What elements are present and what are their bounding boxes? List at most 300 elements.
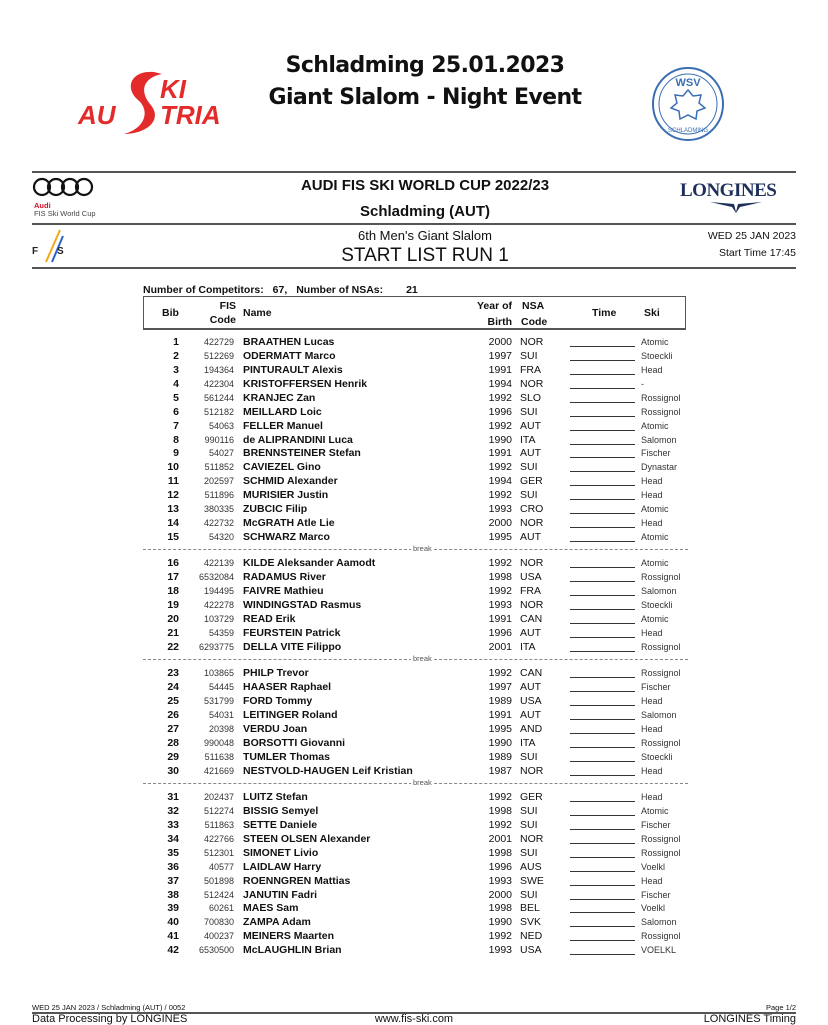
- time-blank: [570, 815, 635, 816]
- athlete-name: ZUBCIC Filip: [243, 503, 308, 516]
- table-row: [143, 391, 688, 405]
- bib: 8: [173, 433, 179, 446]
- time-blank: [570, 761, 635, 762]
- table-row: [143, 488, 688, 502]
- table-row: [143, 943, 688, 957]
- bib: 2: [173, 349, 179, 362]
- year-of-birth: 1992: [488, 584, 512, 597]
- time-blank: [570, 871, 635, 872]
- bib: 37: [167, 874, 179, 887]
- ski-brand: Rossignol: [641, 392, 681, 403]
- bib: 32: [167, 804, 179, 817]
- time-blank: [570, 499, 635, 500]
- table-row: [143, 736, 688, 750]
- year-of-birth: 1996: [488, 405, 512, 418]
- year-of-birth: 2000: [488, 336, 512, 348]
- year-of-birth: 1991: [488, 447, 512, 460]
- col-nsa-2: Code: [521, 316, 548, 328]
- nsa-code: SLO: [520, 391, 542, 404]
- col-yob-2: Birth: [487, 316, 512, 328]
- year-of-birth: 1992: [488, 461, 512, 474]
- fis-code: 501898: [203, 875, 234, 886]
- nsa-code: BEL: [520, 902, 540, 915]
- ski-brand: Head: [641, 518, 663, 529]
- break-label: break: [413, 544, 432, 553]
- svg-text:KI: KI: [160, 74, 186, 104]
- nsa-code: CRO: [520, 503, 544, 516]
- fis-code: 54359: [208, 627, 234, 638]
- time-blank: [570, 513, 635, 514]
- ski-brand: Head: [641, 723, 663, 734]
- athlete-name: BRAATHEN Lucas: [243, 336, 335, 348]
- ski-brand: Rossignol: [641, 571, 681, 582]
- table-row: [143, 377, 688, 391]
- nsa-code: FRA: [520, 363, 541, 376]
- year-of-birth: 1990: [488, 736, 512, 749]
- bib: 40: [167, 916, 179, 929]
- cup-title: AUDI FIS SKI WORLD CUP 2022/23: [300, 177, 550, 194]
- year-of-birth: 1998: [488, 804, 512, 817]
- bib: 25: [167, 694, 179, 707]
- table-row: [143, 598, 688, 612]
- athlete-name: LAIDLAW Harry: [243, 860, 322, 873]
- fis-code: 6530500: [198, 945, 234, 956]
- table-row: [143, 818, 688, 832]
- nsa-code: SUI: [520, 888, 538, 901]
- bib: 9: [173, 447, 179, 460]
- fis-code: 20398: [208, 723, 234, 734]
- athlete-name: MEINERS Maarten: [243, 930, 335, 943]
- fis-code: 54320: [208, 532, 234, 543]
- table-row: [143, 419, 688, 433]
- nsa-code: AUT: [520, 531, 541, 544]
- time-blank: [570, 360, 635, 361]
- athlete-name: TUMLER Thomas: [243, 750, 330, 763]
- time-blank: [570, 623, 635, 624]
- athlete-name: McLAUGHLIN Brian: [243, 944, 342, 957]
- year-of-birth: 1992: [488, 419, 512, 432]
- nsa-code: GER: [520, 475, 543, 488]
- table-row: [143, 680, 688, 694]
- year-of-birth: 1992: [488, 667, 512, 679]
- fis-code: 54063: [208, 420, 234, 431]
- time-blank: [570, 388, 635, 389]
- year-of-birth: 2000: [488, 517, 512, 530]
- footer-right: LONGINES Timing: [703, 1013, 796, 1025]
- athlete-name: LUITZ Stefan: [243, 791, 308, 803]
- bib: 12: [167, 489, 179, 502]
- ski-austria-logo: [76, 68, 240, 138]
- ski-brand: Rossignol: [641, 847, 681, 858]
- athlete-name: FELLER Manuel: [243, 419, 323, 432]
- year-of-birth: 2001: [488, 640, 512, 653]
- banner-title: Schladming 25.01.2023: [285, 53, 565, 78]
- bib: 41: [167, 930, 179, 943]
- ski-brand: Fischer: [641, 681, 671, 692]
- col-fis-1: FIS: [219, 300, 236, 312]
- bib: 17: [167, 570, 179, 583]
- fis-logo: [30, 228, 70, 264]
- athlete-name: SETTE Daniele: [243, 818, 318, 831]
- athlete-name: KRISTOFFERSEN Henrik: [243, 377, 368, 390]
- year-of-birth: 1997: [488, 349, 512, 362]
- table-row: [143, 832, 688, 846]
- break-separator: [143, 778, 688, 787]
- athlete-name: HAASER Raphael: [243, 680, 332, 693]
- table-row: [143, 530, 688, 544]
- table-row: [143, 405, 688, 419]
- bib: 16: [167, 557, 179, 569]
- fis-code: 60261: [208, 903, 234, 914]
- time-blank: [570, 705, 635, 706]
- year-of-birth: 1992: [488, 391, 512, 404]
- ski-brand: Rossignol: [641, 737, 681, 748]
- nsa-code: ITA: [520, 433, 536, 446]
- ski-brand: Head: [641, 792, 663, 802]
- nsa-code: SUI: [520, 489, 538, 502]
- year-of-birth: 1993: [488, 944, 512, 957]
- year-of-birth: 1989: [488, 694, 512, 707]
- bib: 6: [173, 405, 179, 418]
- fis-code: 400237: [203, 931, 234, 942]
- ski-brand: Voelkl: [641, 861, 666, 872]
- fis-code: 6293775: [198, 641, 234, 652]
- year-of-birth: 1990: [488, 916, 512, 929]
- table-row: [143, 804, 688, 818]
- table-row: [143, 516, 688, 530]
- athlete-name: SCHWARZ Marco: [243, 531, 330, 544]
- ski-brand: Atomic: [641, 504, 669, 515]
- ski-brand: Head: [641, 875, 663, 886]
- ski-brand: Atomic: [641, 805, 669, 816]
- athlete-name: BORSOTTI Giovanni: [243, 736, 346, 749]
- longines-logo: LONGINES: [680, 180, 777, 201]
- competitors-label: Number of Competitors:: [143, 284, 264, 296]
- svg-text:WSV: WSV: [675, 77, 701, 89]
- ski-brand: Atomic: [641, 420, 669, 431]
- svg-text:F: F: [32, 246, 39, 257]
- table-row: [143, 708, 688, 722]
- bib: 29: [167, 750, 179, 763]
- time-blank: [570, 457, 635, 458]
- fis-code: 512269: [203, 350, 234, 361]
- ski-brand: Atomic: [641, 337, 669, 347]
- fis-code: 511852: [204, 462, 234, 473]
- time-blank: [570, 747, 635, 748]
- fis-code: 512182: [203, 406, 234, 417]
- bib: 24: [167, 680, 179, 693]
- nsa-code: SUI: [520, 349, 538, 362]
- footer-website[interactable]: www.fis-ski.com: [374, 1013, 454, 1025]
- time-blank: [570, 374, 635, 375]
- time-blank: [570, 719, 635, 720]
- nsa-code: SUI: [520, 804, 538, 817]
- year-of-birth: 1998: [488, 902, 512, 915]
- athlete-name: ZAMPA Adam: [243, 916, 311, 929]
- year-of-birth: 1995: [488, 531, 512, 544]
- year-of-birth: 1992: [488, 930, 512, 943]
- athlete-name: READ Erik: [243, 612, 296, 625]
- bib: 38: [167, 888, 179, 901]
- nsa-code: USA: [520, 944, 542, 957]
- nsa-code: GER: [520, 791, 543, 803]
- nsa-code: CAN: [520, 612, 543, 625]
- ski-brand: Head: [641, 476, 663, 487]
- time-blank: [570, 801, 635, 802]
- table-row: [143, 790, 688, 804]
- athlete-name: PHILP Trevor: [243, 667, 309, 679]
- col-yob-1: Year of: [476, 300, 512, 312]
- table-row: [143, 764, 688, 778]
- bib: 27: [167, 722, 179, 735]
- ski-brand: Head: [641, 695, 663, 706]
- table-row: [143, 722, 688, 736]
- nsa-code: NED: [520, 930, 543, 943]
- table-row: [143, 584, 688, 598]
- table-row: [143, 874, 688, 888]
- fis-code: 561244: [203, 392, 234, 403]
- year-of-birth: 1998: [488, 846, 512, 859]
- year-of-birth: 1992: [488, 791, 512, 803]
- table-row: [143, 888, 688, 902]
- ski-brand: Stoeckli: [641, 751, 673, 762]
- table-row: [143, 640, 688, 654]
- longines-wings-icon: [708, 200, 764, 214]
- ski-brand: Fischer: [641, 819, 671, 830]
- table-row: [143, 612, 688, 626]
- race-name: 6th Men's Giant Slalom: [358, 228, 492, 243]
- svg-text:S: S: [57, 246, 64, 257]
- nsa-code: SWE: [520, 874, 544, 887]
- ski-brand: Rossignol: [641, 931, 681, 942]
- nsa-code: FRA: [520, 584, 541, 597]
- year-of-birth: 1992: [488, 818, 512, 831]
- nsa-code: SVK: [520, 916, 542, 929]
- audi-rings-logo: [32, 177, 96, 197]
- table-row: [143, 446, 688, 460]
- nsa-code: SUI: [520, 750, 538, 763]
- fis-code: 40577: [208, 861, 234, 872]
- bib: 3: [173, 363, 179, 376]
- year-of-birth: 1987: [488, 764, 512, 777]
- bib: 20: [167, 612, 179, 625]
- nsa-code: USA: [520, 694, 542, 707]
- year-of-birth: 1993: [488, 874, 512, 887]
- time-blank: [570, 691, 635, 692]
- ski-brand: Dynastar: [641, 462, 678, 473]
- table-row: [143, 626, 688, 640]
- fis-code: 54027: [208, 448, 234, 459]
- table-header: [143, 296, 686, 330]
- table-row: [143, 474, 688, 488]
- table-row: [143, 433, 688, 447]
- time-blank: [570, 637, 635, 638]
- table-row: [143, 460, 688, 474]
- nsa-code: AUT: [520, 680, 541, 693]
- time-blank: [570, 775, 635, 776]
- ski-brand: Voelkl: [641, 903, 666, 914]
- table-row: [143, 570, 688, 584]
- bib: 15: [167, 531, 179, 544]
- athlete-name: DELLA VITE Filippo: [243, 640, 342, 653]
- nsas-label: Number of NSAs:: [296, 284, 384, 296]
- year-of-birth: 1996: [488, 626, 512, 639]
- time-blank: [570, 857, 635, 858]
- bib: 31: [167, 791, 179, 803]
- nsa-code: NOR: [520, 517, 544, 530]
- bib: 5: [173, 391, 179, 404]
- year-of-birth: 1994: [488, 377, 512, 390]
- time-blank: [570, 926, 635, 927]
- year-of-birth: 1993: [488, 503, 512, 516]
- athlete-name: VERDU Joan: [243, 722, 308, 735]
- fis-code: 422139: [203, 558, 234, 568]
- nsa-code: ITA: [520, 736, 536, 749]
- fis-code: 511638: [204, 751, 234, 762]
- ski-brand: Atomic: [641, 613, 669, 624]
- athlete-name: FAIVRE Mathieu: [243, 584, 324, 597]
- athlete-name: FEURSTEIN Patrick: [243, 626, 341, 639]
- time-blank: [570, 940, 635, 941]
- time-blank: [570, 430, 635, 431]
- ski-brand: Rossignol: [641, 641, 681, 652]
- bib: 36: [167, 860, 179, 873]
- fis-code: 202437: [203, 792, 234, 802]
- year-of-birth: 1996: [488, 860, 512, 873]
- col-fis-2: Code: [209, 314, 236, 326]
- fis-code: 511863: [204, 819, 234, 830]
- time-blank: [570, 527, 635, 528]
- svg-text:SCHLADMING: SCHLADMING: [667, 128, 709, 134]
- wsv-schladming-logo: [650, 66, 726, 142]
- athlete-name: ODERMATT Marco: [243, 349, 336, 362]
- nsa-code: AUS: [520, 860, 542, 873]
- col-ski: Ski: [644, 307, 660, 319]
- bib: 33: [167, 818, 179, 831]
- athlete-name: NESTVOLD-HAUGEN Leif Kristian: [243, 764, 413, 777]
- year-of-birth: 2000: [488, 888, 512, 901]
- time-blank: [570, 471, 635, 472]
- ski-brand: -: [641, 378, 644, 389]
- athlete-name: CAVIEZEL Gino: [243, 461, 321, 474]
- athlete-name: JANUTIN Fadri: [243, 888, 318, 901]
- fis-code: 54445: [208, 681, 234, 692]
- time-blank: [570, 346, 635, 347]
- break-label: break: [413, 778, 432, 787]
- ski-brand: Atomic: [641, 558, 669, 568]
- bib: 30: [167, 764, 179, 777]
- time-blank: [570, 595, 635, 596]
- year-of-birth: 1991: [488, 708, 512, 721]
- table-row: [143, 363, 688, 377]
- nsa-code: SUI: [520, 846, 538, 859]
- nsa-code: AUT: [520, 626, 541, 639]
- table-row: [143, 666, 688, 680]
- audi-sub: FIS Ski World Cup: [34, 209, 96, 218]
- bib: 22: [167, 640, 179, 653]
- fis-code: 990048: [203, 737, 234, 748]
- fis-code: 422732: [203, 518, 234, 529]
- table-row: [143, 929, 688, 943]
- nsa-code: AUT: [520, 447, 541, 460]
- year-of-birth: 1997: [488, 680, 512, 693]
- ski-brand: Atomic: [641, 532, 669, 543]
- time-blank: [570, 885, 635, 886]
- ski-brand: Head: [641, 490, 663, 501]
- nsa-code: SUI: [520, 405, 538, 418]
- fis-code: 380335: [203, 504, 234, 515]
- svg-text:AU: AU: [78, 100, 116, 130]
- col-nsa-1: NSA: [522, 300, 545, 312]
- page-number: Page 1/2: [765, 1003, 796, 1012]
- ski-brand: Salomon: [641, 585, 677, 596]
- table-row: [143, 502, 688, 516]
- fis-code: 194364: [203, 364, 234, 375]
- fis-code: 422278: [203, 599, 234, 610]
- footer-left: Data Processing by LONGINES: [32, 1013, 188, 1025]
- table-row: [143, 750, 688, 764]
- table-row: [143, 335, 688, 349]
- bib: 14: [167, 517, 179, 530]
- table-row: [143, 694, 688, 708]
- svg-text:TRIA: TRIA: [160, 100, 221, 130]
- nsa-code: AND: [520, 722, 543, 735]
- year-of-birth: 1991: [488, 612, 512, 625]
- venue: Schladming (AUT): [360, 203, 490, 220]
- fis-code: 700830: [203, 917, 234, 928]
- fis-code: 422729: [203, 337, 234, 347]
- athlete-name: PINTURAULT Alexis: [243, 363, 343, 376]
- athlete-name: LEITINGER Roland: [243, 708, 338, 721]
- year-of-birth: 1995: [488, 722, 512, 735]
- bib: 11: [167, 475, 179, 488]
- year-of-birth: 1998: [488, 570, 512, 583]
- bib: 26: [167, 708, 179, 721]
- time-blank: [570, 567, 635, 568]
- athlete-name: BRENNSTEINER Stefan: [243, 447, 361, 460]
- fis-code: 422766: [203, 833, 234, 844]
- time-blank: [570, 912, 635, 913]
- fis-code: 511896: [204, 490, 234, 501]
- athlete-name: SIMONET Livio: [243, 846, 319, 859]
- ski-brand: Rossignol: [641, 668, 681, 678]
- time-blank: [570, 829, 635, 830]
- bib: 13: [167, 503, 179, 516]
- year-of-birth: 1991: [488, 363, 512, 376]
- bib: 42: [167, 944, 179, 957]
- athlete-name: MURISIER Justin: [243, 489, 329, 502]
- time-blank: [570, 651, 635, 652]
- time-blank: [570, 899, 635, 900]
- nsa-code: CAN: [520, 667, 543, 679]
- nsa-code: NOR: [520, 557, 544, 569]
- fis-code: 990116: [204, 434, 234, 445]
- bib: 21: [167, 626, 179, 639]
- bib: 39: [167, 902, 179, 915]
- nsa-code: USA: [520, 570, 542, 583]
- table-row: [143, 556, 688, 570]
- athlete-name: ROENNGREN Mattias: [243, 874, 351, 887]
- banner-subtitle: Giant Slalom - Night Event: [268, 85, 582, 110]
- year-of-birth: 1994: [488, 475, 512, 488]
- athlete-name: KRANJEC Zan: [243, 391, 316, 404]
- athlete-name: McGRATH Atle Lie: [243, 517, 335, 530]
- time-blank: [570, 954, 635, 955]
- time-blank: [570, 402, 635, 403]
- athlete-name: STEEN OLSEN Alexander: [243, 832, 371, 845]
- fis-code: 54031: [208, 709, 234, 720]
- table-row: [143, 860, 688, 874]
